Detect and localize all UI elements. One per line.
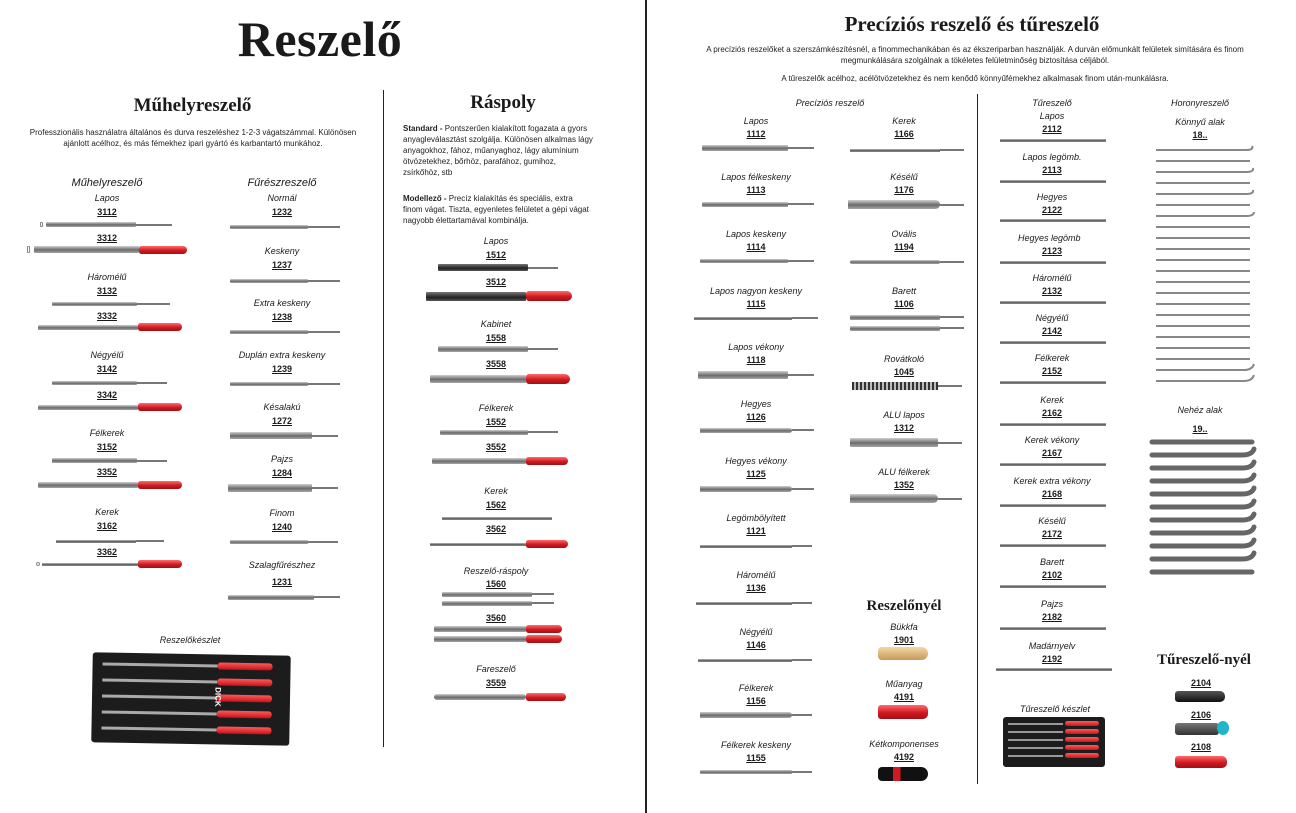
- tunyel-code: 2106: [1190, 710, 1212, 720]
- precizios-col-head: Precíziós reszelő: [795, 98, 865, 108]
- riffler-light-image: [1150, 144, 1260, 394]
- tu-name: Négyélű: [1035, 313, 1069, 323]
- tu-code: 2123: [1041, 246, 1063, 256]
- file-image: [696, 602, 792, 605]
- file-tang: [792, 429, 814, 431]
- prec-name: Félkerek keskeny: [720, 740, 792, 750]
- handle-image: [526, 374, 570, 384]
- prec-code: 1121: [746, 526, 766, 536]
- furesz-code: 1231: [271, 577, 293, 587]
- prec-code: 1194: [894, 242, 914, 252]
- file-tang: [788, 147, 814, 149]
- needle-handle-black-image: [1175, 691, 1225, 702]
- handle-image: [526, 457, 568, 465]
- raspoly-code: 3552: [485, 442, 507, 452]
- riffler-heavy-image: [1142, 435, 1262, 585]
- file-tang: [528, 431, 558, 433]
- muhely-name: Négyélű: [90, 350, 124, 360]
- file-image: [1000, 381, 1106, 384]
- nyel-name: Kétkomponenses: [869, 739, 939, 749]
- tu-name: Késélű: [1038, 516, 1066, 526]
- rasp-image: [434, 636, 526, 642]
- file-image: [230, 540, 308, 544]
- prec-code: 1112: [746, 129, 766, 139]
- raspoly-desc-modell: Modellező - Precíz kialakítás és speciális, extra finom vágat. Tiszta, egyenletes felületet a gépi vágat nagyobb élettartamával kombinálja.: [403, 194, 589, 225]
- file-image: [700, 259, 788, 263]
- prec-code: 1106: [894, 299, 914, 309]
- tu-name: Kerek: [1040, 395, 1064, 405]
- file-image: [230, 279, 308, 283]
- rasp-image: [434, 694, 526, 700]
- file-image: [850, 260, 940, 264]
- prec-code: 1126: [746, 412, 766, 422]
- file-tang: [137, 460, 167, 462]
- prec-code: 1352: [893, 480, 915, 490]
- file-image: [700, 428, 792, 433]
- prec-code: 1312: [893, 423, 915, 433]
- file-image: [702, 202, 788, 207]
- raspoly-name: Reszelő-ráspoly: [463, 566, 529, 576]
- needle-file-set-image: [1003, 717, 1105, 767]
- file-tang: [940, 149, 964, 151]
- file-tang: [792, 488, 814, 490]
- furesz-name: Szalagfűrészhez: [248, 560, 316, 570]
- nyel-code: 4192: [893, 752, 915, 762]
- file-image: [1000, 463, 1106, 466]
- file-tang: [792, 317, 818, 319]
- file-image: [700, 712, 792, 718]
- raspoly-name: Kerek: [484, 486, 508, 496]
- tu-name: Lapos: [1039, 111, 1065, 121]
- file-tang: [792, 771, 812, 773]
- horony-col-head: Horonyreszelő: [1170, 98, 1230, 108]
- rasp-image: [432, 458, 526, 464]
- rasp-image: [426, 292, 526, 301]
- prec-code: 1146: [746, 640, 766, 650]
- handle-image: [526, 540, 568, 548]
- prec-name: Barett: [891, 286, 916, 296]
- file-tang: [312, 487, 338, 489]
- file-tang: [137, 382, 167, 384]
- file-image: [230, 330, 308, 334]
- file-tang: [792, 602, 812, 604]
- file-image: [850, 315, 940, 320]
- muhely-code: 3152: [96, 442, 118, 452]
- raspoly-code: 1552: [485, 417, 507, 427]
- file-image: [230, 225, 308, 229]
- raspoly-code: 1560: [485, 579, 507, 589]
- tu-name: Háromélű: [1032, 273, 1072, 283]
- file-tang: [312, 435, 338, 437]
- tu-code: 2132: [1041, 286, 1063, 296]
- nyel-name: Bükkfa: [890, 622, 918, 632]
- raspoly-code: 1512: [485, 250, 507, 260]
- horony-light-name: Könnyű alak: [1175, 117, 1225, 127]
- tu-code: 2172: [1041, 529, 1063, 539]
- file-tang: [136, 224, 172, 226]
- raspoly-divider: [383, 90, 384, 747]
- handle-image: [138, 323, 182, 331]
- file-tang: [788, 260, 814, 262]
- file-tang: [792, 714, 812, 716]
- raspoly-name: Kabinet: [480, 319, 512, 329]
- tu-code: 2122: [1041, 205, 1063, 215]
- file-image: [1000, 301, 1106, 304]
- file-image: [850, 494, 938, 503]
- muhely-desc: Professzionális használatra általános és durva reszeléshez 1-2-3 vágatszámmal. Különösen ajánlott acélhoz, és más fémekhez ipari gyártó és karbantartó munkához.: [29, 128, 357, 148]
- handle-image: [138, 560, 182, 568]
- file-tang: [314, 596, 340, 598]
- center-divider: [645, 0, 647, 813]
- furesz-name: Extra keskeny: [253, 298, 311, 308]
- file-image: [1000, 585, 1106, 588]
- needle-handle-blue-cap: [1217, 721, 1229, 735]
- file-tang: [938, 442, 962, 444]
- handle-image: [526, 625, 562, 633]
- raspoly-title: Ráspoly: [470, 92, 536, 113]
- file-image: [996, 668, 1112, 671]
- file-tang: [792, 659, 812, 661]
- precizios-divider: [977, 94, 978, 784]
- muhely-code: 3352: [96, 467, 118, 477]
- file-image: [848, 200, 940, 209]
- furesz-code: 1232: [271, 207, 293, 217]
- file-image: [34, 246, 139, 253]
- prec-name: ALU félkerek: [878, 467, 930, 477]
- tureszelo-col-head: Tűreszelő: [1032, 98, 1072, 108]
- muhely-code: 3112: [97, 207, 117, 217]
- raspoly-name: Félkerek: [478, 403, 514, 413]
- rasp-image: [438, 264, 528, 271]
- file-image: [228, 484, 312, 492]
- file-tip: [40, 222, 43, 227]
- raspoly-code: 3559: [485, 678, 507, 688]
- prec-name: Hegyes vékony: [725, 456, 787, 466]
- tu-code: 2192: [1041, 654, 1063, 664]
- furesz-code: 1272: [271, 416, 293, 426]
- tu-name: Pajzs: [1040, 599, 1063, 609]
- twocomp-handle-image: [878, 767, 928, 781]
- raspoly-code: 3558: [485, 359, 507, 369]
- furesz-name: Keskeny: [264, 246, 300, 256]
- muhely-title: Műhelyreszelő: [133, 95, 252, 116]
- prec-name: Kerek: [892, 116, 916, 126]
- furesz-col-head: Fűrészreszelő: [247, 177, 317, 189]
- rasp-image: [442, 601, 532, 606]
- handle-image: [526, 693, 566, 701]
- horony-heavy-code: 19..: [1192, 424, 1208, 434]
- keszlet-label: Reszelőkészlet: [159, 635, 221, 645]
- handle-image: [526, 291, 572, 301]
- horony-heavy-name: Nehéz alak: [1177, 405, 1223, 415]
- file-tang: [940, 204, 964, 206]
- prec-code: 1045: [893, 367, 915, 377]
- prec-name: Lapos vékony: [728, 342, 784, 352]
- prec-name: Hegyes: [740, 399, 772, 409]
- file-tip: [27, 246, 30, 253]
- furesz-code: 1284: [271, 468, 293, 478]
- file-image: [698, 659, 792, 662]
- file-tang: [308, 226, 340, 228]
- muhely-code: 3162: [96, 521, 118, 531]
- tunyel-code: 2104: [1190, 678, 1212, 688]
- file-tang: [940, 327, 964, 329]
- prec-name: Lapos keskeny: [725, 229, 787, 239]
- muhely-code: 3362: [96, 547, 118, 557]
- file-tang: [308, 331, 340, 333]
- file-image: [56, 540, 136, 543]
- raspoly-desc-standard: Standard - Pontszerűen kialakított fogazata a gyors anyagleválasztást szolgálja. Különösen alkalmas lágy anyagokhoz, fához, műanyaghoz, lágy alumínium ötvözetekhez, bőrhöz, parafához, gumihoz, zsírkőhöz, stb: [403, 124, 593, 177]
- file-tang: [532, 602, 554, 604]
- prec-code: 1166: [894, 129, 914, 139]
- raspoly-code: 1562: [485, 500, 507, 510]
- tu-code: 2168: [1041, 489, 1063, 499]
- tu-name: Hegyes: [1036, 192, 1068, 202]
- prec-code: 1115: [746, 299, 766, 309]
- muhely-code: 3312: [96, 233, 118, 243]
- prec-code: 1118: [746, 355, 766, 365]
- muhely-name: Félkerek: [89, 428, 125, 438]
- file-image: [694, 317, 792, 320]
- nyel-title: Reszelőnyél: [866, 598, 942, 614]
- file-image: [52, 302, 137, 306]
- tu-name: Hegyes legömb: [1018, 233, 1081, 243]
- prec-name: Legömbölyített: [726, 513, 786, 523]
- file-tang: [532, 593, 554, 595]
- plastic-handle-image: [878, 705, 928, 719]
- muhely-name: Kerek: [95, 507, 119, 517]
- tu-code: 2152: [1041, 366, 1063, 376]
- file-image: [228, 595, 314, 600]
- file-image: [700, 770, 792, 774]
- tu-name: Madárnyelv: [1028, 641, 1076, 651]
- furesz-name: Pajzs: [270, 454, 293, 464]
- file-image: [700, 545, 792, 548]
- file-image: [1000, 544, 1106, 547]
- file-tang: [938, 385, 962, 387]
- prec-code: 1114: [746, 242, 766, 252]
- file-tang: [528, 348, 558, 350]
- file-image: [52, 458, 137, 463]
- file-image: [230, 382, 308, 386]
- handle-image: [139, 246, 187, 254]
- muhely-code: 3332: [96, 311, 118, 321]
- file-tang: [788, 374, 814, 376]
- prec-name: ALU lapos: [883, 410, 925, 420]
- tunyel-title: Tűreszelő-nyél: [1157, 652, 1251, 668]
- furesz-name: Finom: [269, 508, 295, 518]
- furesz-code: 1237: [271, 260, 293, 270]
- file-tang: [136, 540, 164, 542]
- file-image: [1000, 180, 1106, 183]
- muhely-name: Háromélű: [87, 272, 127, 282]
- prec-name: Lapos félkeskeny: [721, 172, 791, 182]
- file-tang: [308, 541, 338, 543]
- furesz-name: Normál: [267, 193, 297, 203]
- rasp-image: [430, 543, 526, 546]
- prec-name: Késélű: [890, 172, 918, 182]
- tu-name: Félkerek: [1034, 353, 1070, 363]
- file-image: [698, 371, 788, 379]
- handle-image: [526, 635, 562, 643]
- file-tang: [137, 303, 170, 305]
- tunyel-code: 2108: [1190, 742, 1212, 752]
- file-tang: [940, 316, 964, 318]
- file-tang: [788, 203, 814, 205]
- prec-name: Ovális: [891, 229, 917, 239]
- rasp-image: [430, 375, 526, 383]
- brand-logo: DICK: [213, 687, 223, 707]
- tu-code: 2142: [1041, 326, 1063, 336]
- raspoly-code: 3562: [485, 524, 507, 534]
- right-intro-1: A precíziós reszelőket a szerszámkészítésnél, a finommechanikában és az ékszeriparban használják. A durván előmunkált felületek simítására és finom megmunkálására szolgálnak a tökéletes felületminőség biztosítása céljából.: [706, 45, 1244, 65]
- muhely-code: 3132: [96, 286, 118, 296]
- handle-image: [138, 403, 182, 411]
- furesz-code: 1238: [271, 312, 293, 322]
- file-image: [42, 563, 138, 566]
- horony-light-code: 18..: [1192, 130, 1208, 140]
- file-set-image: [91, 652, 291, 745]
- tu-name: Barett: [1039, 557, 1064, 567]
- file-image: [52, 381, 137, 385]
- right-intro-2: A tűreszelők acélhoz, acélötvözetekhez és nem kenődő könnyűfémekhez alkalmasak finom után-munkálásra.: [781, 74, 1169, 83]
- muhely-code: 3342: [96, 390, 118, 400]
- file-image: [230, 432, 312, 439]
- tu-code: 2112: [1042, 124, 1062, 134]
- file-image: [700, 486, 792, 492]
- file-image: [850, 149, 940, 152]
- file-image: [1000, 627, 1106, 630]
- wood-handle-image: [878, 647, 928, 660]
- rasp-image: [434, 626, 526, 632]
- prec-name: Háromélű: [736, 570, 776, 580]
- file-tang: [308, 280, 340, 282]
- prec-code: 1155: [746, 753, 766, 763]
- file-image: [38, 405, 138, 410]
- rasp-image: [438, 346, 528, 352]
- raspoly-name: Fareszelő: [476, 664, 516, 674]
- nyel-code: 1901: [893, 635, 915, 645]
- file-tang: [308, 383, 340, 385]
- prec-name: Lapos: [743, 116, 769, 126]
- rasp-image: [442, 517, 552, 520]
- file-image: [38, 325, 138, 330]
- rasp-image: [440, 430, 528, 435]
- tu-name: Kerek extra vékony: [1013, 476, 1091, 486]
- tu-code: 2113: [1042, 165, 1062, 175]
- file-image: [46, 222, 136, 227]
- raspoly-code: 1558: [485, 333, 507, 343]
- file-image: [1000, 261, 1106, 264]
- prec-code: 1125: [746, 469, 766, 479]
- needle-handle-red-image: [1175, 756, 1227, 768]
- handle-image: [138, 481, 182, 489]
- file-image: [1000, 341, 1106, 344]
- nyel-name: Műanyag: [885, 679, 923, 689]
- file-tang: [940, 261, 964, 263]
- file-tang: [938, 498, 962, 500]
- prec-code: 1136: [746, 583, 766, 593]
- file-image: [702, 145, 788, 151]
- file-tang: [792, 545, 812, 547]
- tu-code: 2182: [1041, 612, 1063, 622]
- raspoly-code: 3560: [485, 613, 507, 623]
- file-image: [38, 482, 138, 488]
- furesz-code: 1239: [271, 364, 293, 374]
- muhely-name: Lapos: [94, 193, 120, 203]
- prec-code: 1113: [746, 185, 766, 195]
- furesz-name: Késalakú: [263, 402, 301, 412]
- furesz-name: Duplán extra keskeny: [238, 350, 326, 360]
- file-image: [850, 438, 938, 447]
- prec-name: Rovátkoló: [883, 354, 925, 364]
- prec-name: Lapos nagyon keskeny: [709, 286, 803, 296]
- file-image: [850, 326, 940, 331]
- muhely-col-head: Műhelyreszelő: [71, 177, 143, 189]
- prec-code: 1176: [894, 185, 914, 195]
- prec-name: Félkerek: [738, 683, 774, 693]
- tu-code: 2102: [1041, 570, 1063, 580]
- file-image: [1000, 423, 1106, 426]
- prec-code: 1156: [746, 696, 766, 706]
- right-title: Precíziós reszelő és tűreszelő: [844, 12, 1100, 36]
- file-tang: [528, 267, 558, 269]
- tu-code: 2167: [1041, 448, 1063, 458]
- raspoly-code: 3512: [485, 277, 507, 287]
- raspoly-name: Lapos: [483, 236, 509, 246]
- furesz-code: 1240: [271, 522, 293, 532]
- file-image: [852, 382, 938, 390]
- muhely-code: 3142: [96, 364, 118, 374]
- needle-handle-blue-image: [1175, 723, 1219, 735]
- tu-code: 2162: [1041, 408, 1063, 418]
- tu-name: Kerek vékony: [1024, 435, 1080, 445]
- file-image: [1000, 504, 1106, 507]
- page-title: Reszelő: [237, 11, 403, 67]
- file-image: [1000, 139, 1106, 142]
- tu-name: Lapos legömb.: [1022, 152, 1082, 162]
- prec-name: Négyélű: [739, 627, 773, 637]
- file-tip: [36, 562, 40, 566]
- nyel-code: 4191: [893, 692, 915, 702]
- file-image: [1000, 219, 1106, 222]
- tu-keszlet-label: Tűreszelő készlet: [1019, 704, 1091, 714]
- rasp-image: [442, 592, 532, 597]
